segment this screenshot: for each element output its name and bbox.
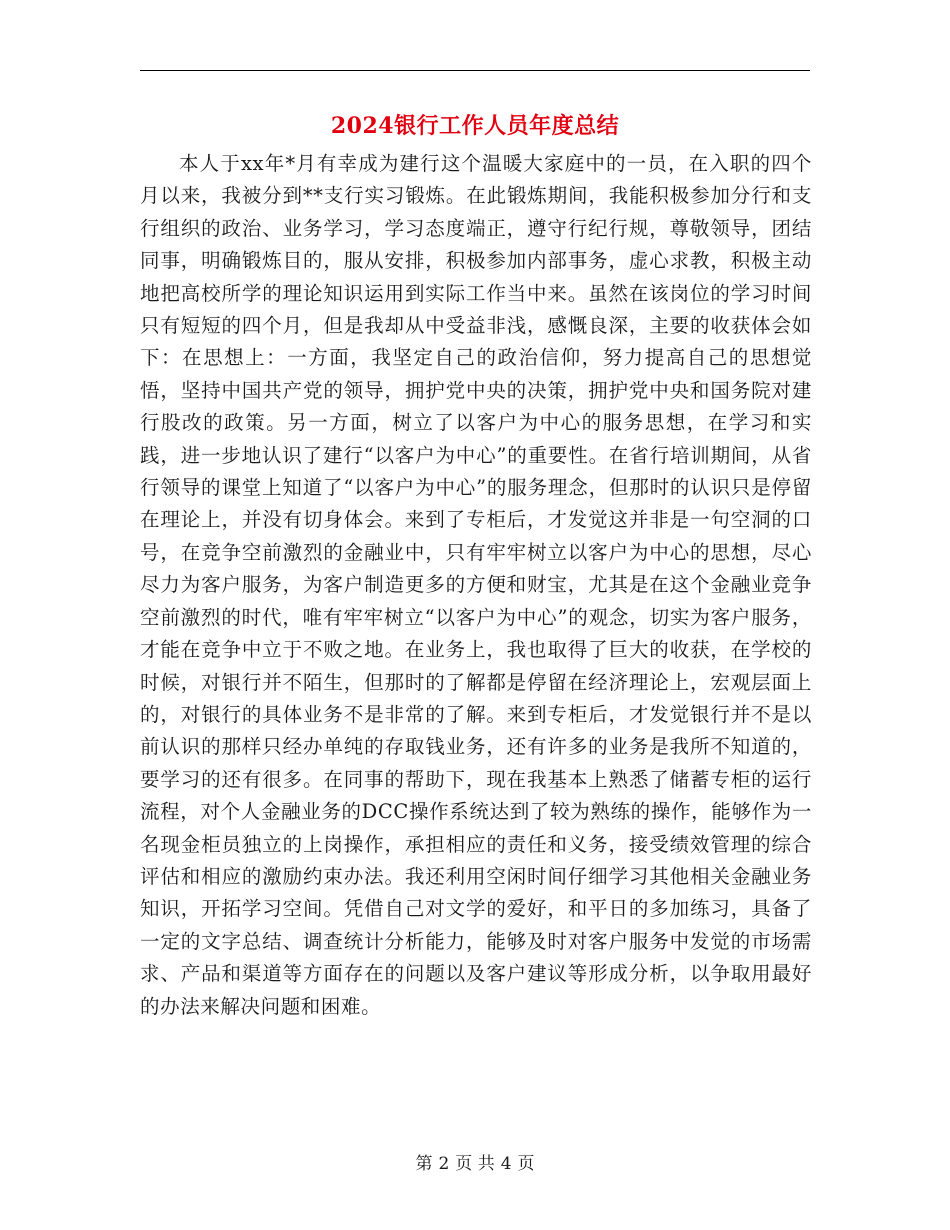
current-page-number: 2 (438, 1154, 450, 1174)
footer-prefix: 第 (415, 1154, 433, 1174)
total-pages-number: 4 (500, 1154, 512, 1174)
footer-suffix: 页 (517, 1154, 535, 1174)
body-paragraph: 本人于xx年*月有幸成为建行这个温暖大家庭中的一员，在入职的四个月以来，我被分到**支行实习锻炼。在此锻炼期间，我能积极参加分行和支行组织的政治、业务学习，学习态度端正，遵守行纪行规，尊敬领导，团结同事，明确锻炼目的，服从安排，积极参加内部事务，虚心求教，积极主动地把高校所学的理论知识运用到实际工作当中来。虽然在该岗位的学习时间只有短短的四个月，但是我却从中受益非浅，感慨良深，主要的收获体会如下：在思想上：一方面，我坚定自己的政治信仰，努力提高自己的思想觉悟，坚持中国共产党的领导，拥护党中央的决策，拥护党中央和国务院对建行股改的政策。另一方面，树立了以客户为中心的服务思想，在学习和实践，进一步地认识了建行“以客户为中心”的重要性。在省行培训期间，从省行领导的课堂上知道了“以客户为中心”的服务理念，但那时的认识只是停留在理论上，并没有切身体会。来到了专柜后，才发觉这并非是一句空洞的口号，在竞争空前激烈的金融业中，只有牢牢树立以客户为中心的思想，尽心尽力为客户服务，为客户制造更多的方便和财宝，尤其是在这个金融业竞争空前激烈的时代，唯有牢牢树立“以客户为中心”的观念，切实为客户服务，才能在竞争中立于不败之地。在业务上，我也取得了巨大的收获，在学校的时候，对银行并不陌生，但那时的了解都是停留在经济理论上，宏观层面上的，对银行的具体业务不是非常的了解。来到专柜后，才发觉银行并不是以前认识的那样只经办单纯的存取钱业务，还有许多的业务是我所不知道的，要学习的还有很多。在同事的帮助下，现在我基本上熟悉了储蓄专柜的运行流程，对个人金融业务的DCC操作系统达到了较为熟练的操作，能够作为一名现金柜员独立的上岗操作，承担相应的责任和义务，接受绩效管理的综合评估和相应的激励约束办法。我还利用空闲时间仔细学习其他相关金融业务知识，开拓学习空间。凭借自己对文学的爱好，和平日的多加练习，具备了一定的文字总结、调查统计分析能力，能够及时对客户服务中发觉的市场需求、产品和渠道等方面存在的问题以及客户建议等形成分析，以争取用最好的办法来解决问题和困难。 (140, 152, 812, 1018)
page-footer (140, 1152, 810, 1176)
footer-middle: 页 共 (455, 1154, 495, 1174)
header-rule (140, 70, 810, 71)
document-title: 2024银行工作人员年度总结 (330, 113, 620, 139)
